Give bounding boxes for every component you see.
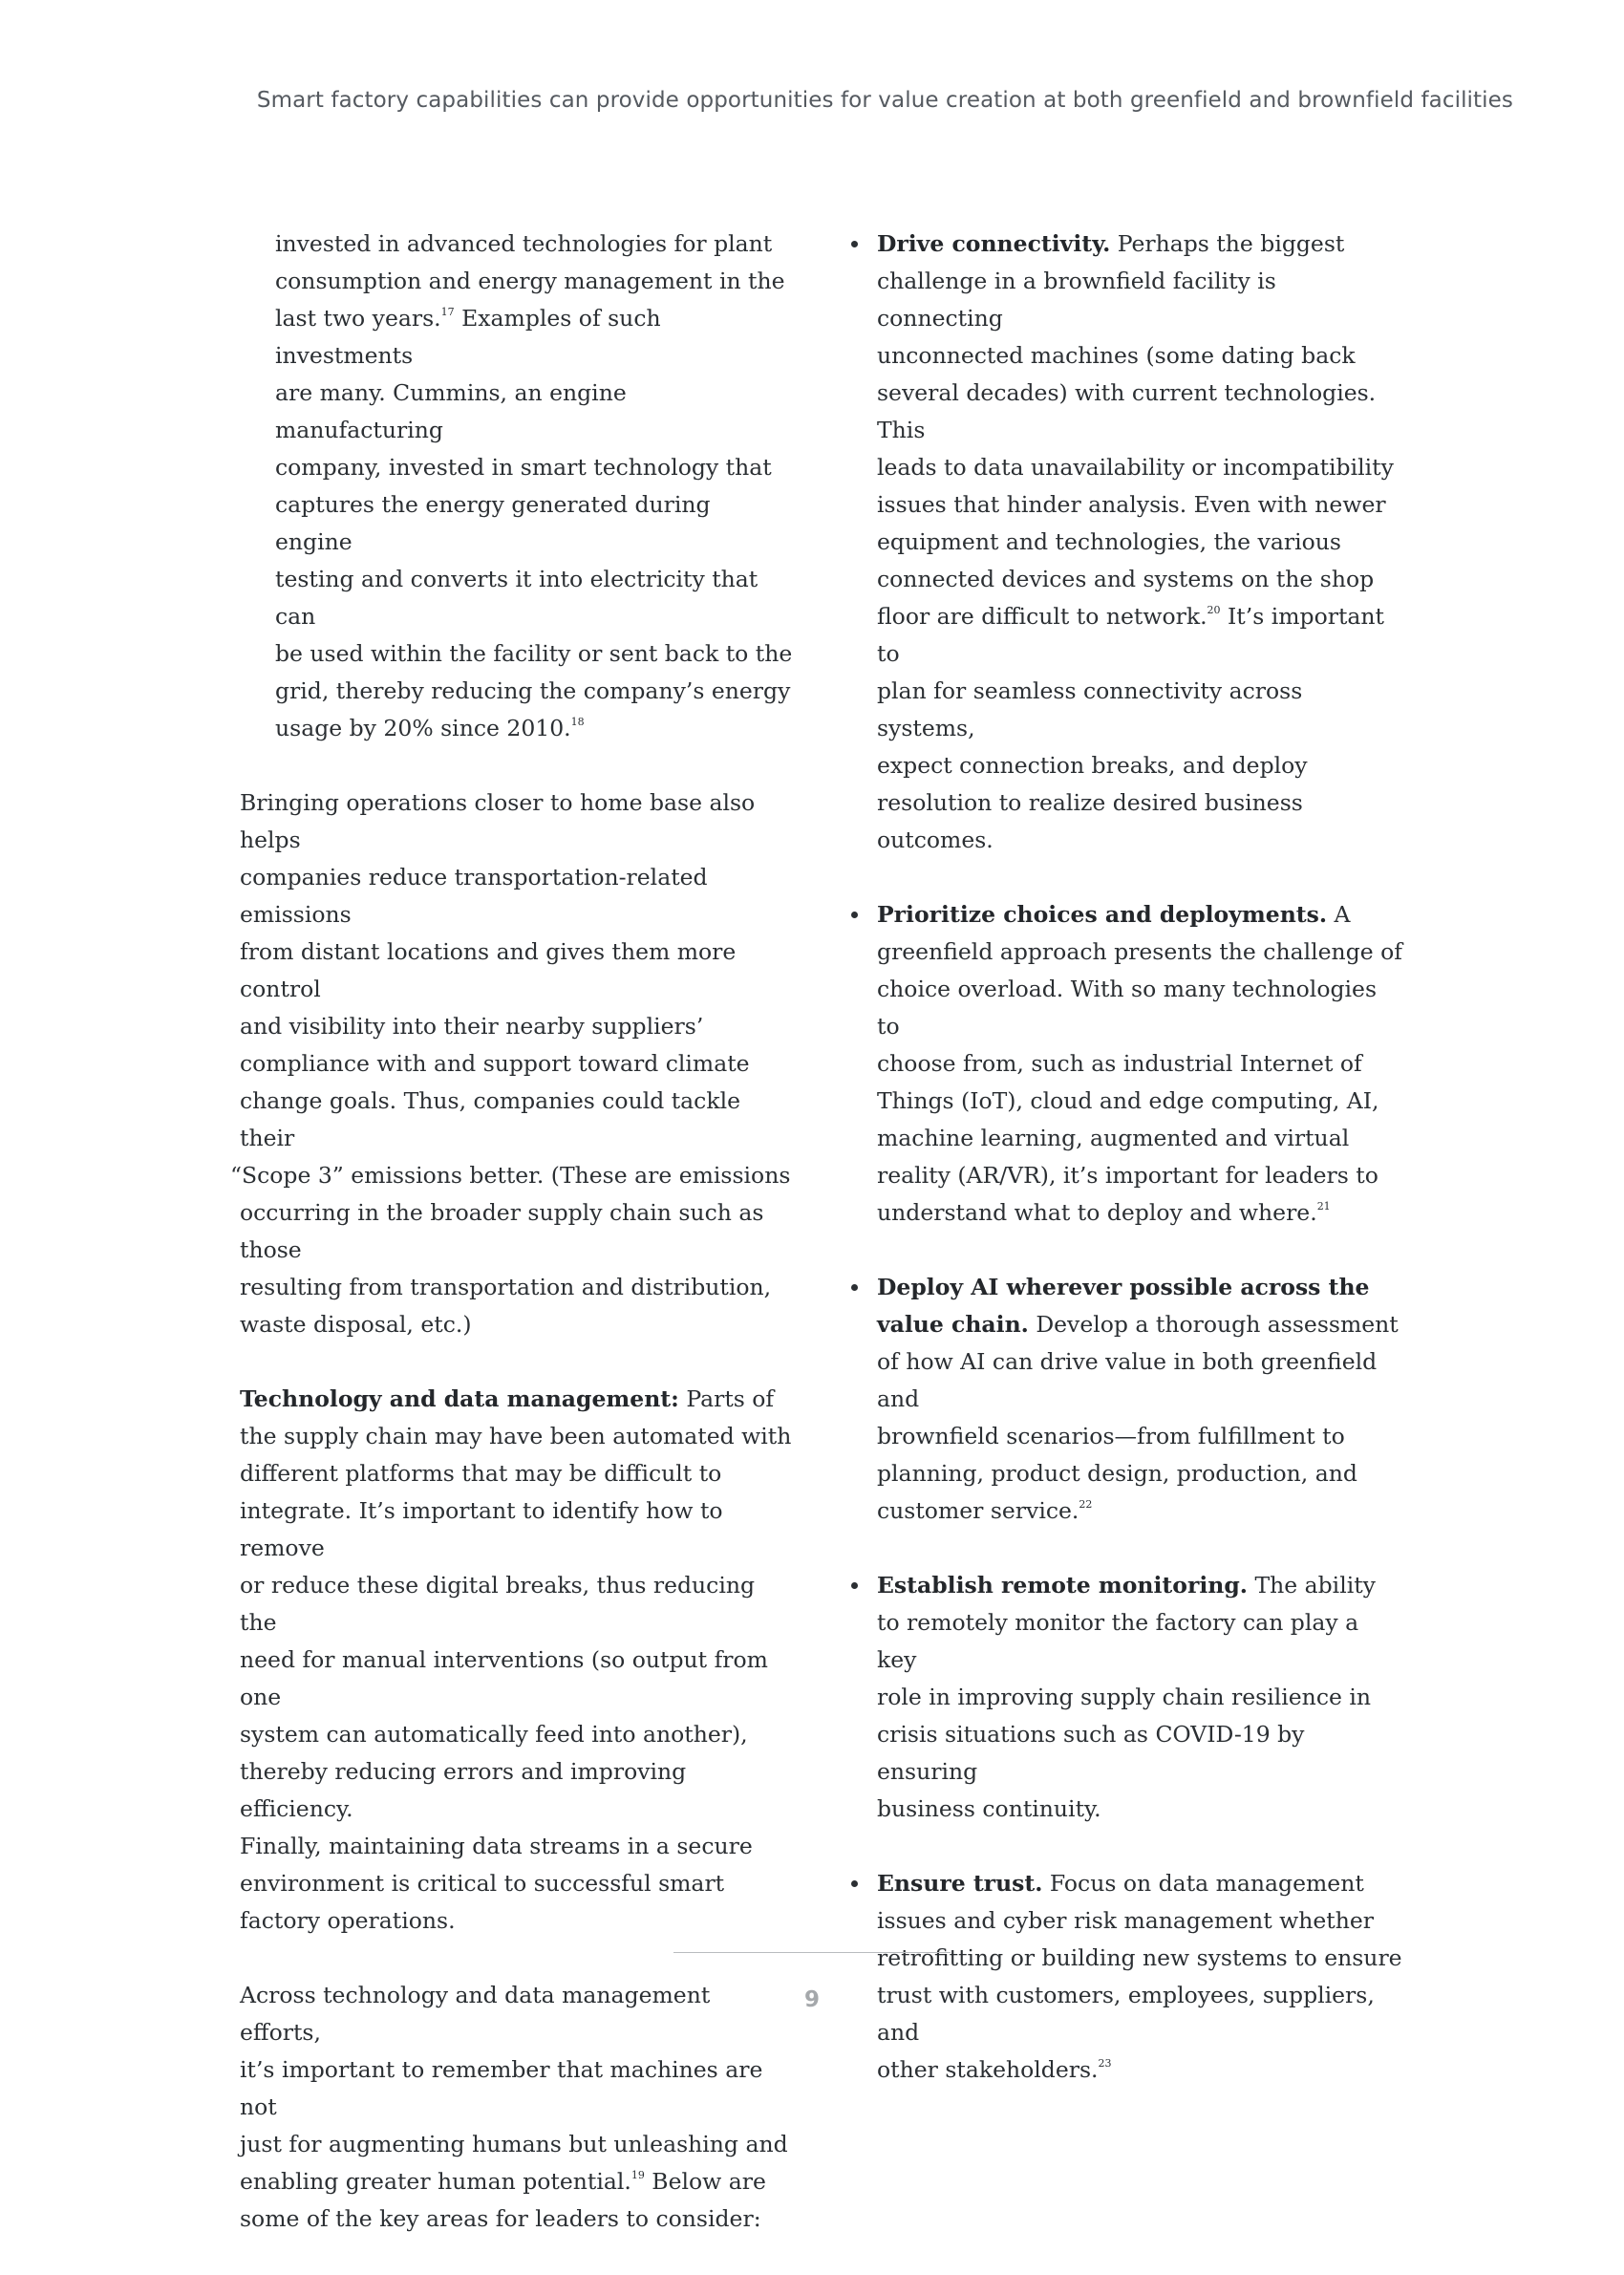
section-heading: Technology and data management: [240, 1385, 679, 1412]
footnote-ref-23[interactable]: 23 [1098, 2057, 1112, 2070]
footnote-ref-18[interactable]: 18 [570, 716, 585, 728]
footnote-ref-22[interactable]: 22 [1079, 1498, 1093, 1511]
footnote-ref-21[interactable]: 21 [1316, 1200, 1331, 1213]
list-item-drive-connectivity: Drive connectivity. Perhaps the biggest challenge in a brownfield facility is connecting unconnected machines (some dating back several decades) with current technologies. This leads to data unavailability or incompatibility issues that hinder analysis. Even with newer equipment and technologies, the various connected devices and systems on the shop floor are difficult to network.$^{20}$ It’s important to plan for seamless connectivity across systems, expect connection breaks, and deploy resolution to realize desired business outcomes. [850, 225, 1404, 859]
paragraph-home-base: Bringing operations closer to home base also helps companies reduce transportation-related emissions from distant locations and gives them more control and visibility into their nearby suppliers’ compliance with and support toward climate change goals. Thus, companies could tackle their “Scope 3” emissions better. (These are emissions occurring in the broader supply chain such as those resulting from transportation and distribution, waste disposal, etc.) [230, 789, 791, 1338]
left-column [230, 225, 794, 2275]
list-item-remote-monitoring: Establish remote monitoring. The ability to remotely monitor the factory can play a key role in improving supply chain resilience in crisis situations such as COVID-19 by ensuring business continuity. [850, 1567, 1404, 1828]
list-item-prioritize-choices: Prioritize choices and deployments. A greenfield approach presents the challenge of choice overload. With so many technologies to choose from, such as industrial Internet of Things (IoT), cloud and edge computing, AI, machine learning, augmented and virtual reality (AR/VR), it’s important for leaders to understand what to deploy and where.$^{21}$ [850, 896, 1404, 1232]
footnote-ref-17[interactable]: 17 [440, 306, 455, 318]
paragraph-energy-investments: invested in advanced technologies for plant consumption and energy management in the last two years.$^{17}$ Examples of such investments are many. Cummins, an engine manufacturing company, invested in smart technology that captures the energy generated during engine testing and converts it into electricity that can be used within the facility or sent back to the grid, thereby reducing the company’s energy usage by 20% since 2010.18 [275, 230, 793, 741]
list-item-ensure-trust: Ensure trust. Focus on data management issues and cyber risk management whether retrofitting or building new systems to ensure trust with customers, employees, suppliers, and other stakeholders.$^{23}$ [850, 1865, 1404, 2089]
bullet-icon [851, 1880, 858, 1887]
running-header: Smart factory capabilities can provide opportunities for value creation at both greenfield and brownfield facilities [256, 88, 1513, 113]
bullet-icon [851, 1582, 858, 1589]
bullet-icon [851, 241, 858, 247]
paragraph-technology-data-management: Technology and data management: Parts of the supply chain may have been automated with different platforms that may be difficult to integrate. It’s important to identify how to remove or reduce these digital breaks, thus reducing the need for manual interventions (so output from one system can automatically feed into another), thereby reducing errors and improving efficiency. Finally, maintaining data streams in a secure environment is critical to successful smart factory operations. [240, 1385, 792, 1934]
key-areas-list [850, 225, 1404, 2089]
footnote-ref-20[interactable]: 20 [1207, 604, 1221, 616]
bullet-icon [851, 1284, 858, 1291]
list-item-deploy-ai: Deploy AI wherever possible across the value chain. Develop a thorough assessment of how AI can drive value in both greenfield and brownfield scenarios—from fulfillment to planning, product design, production, and customer service.$^{22}$ [850, 1269, 1404, 1530]
footnote-ref-19[interactable]: 19 [630, 2169, 645, 2181]
footer-divider [673, 1952, 951, 1953]
page-number: 9 [803, 1987, 820, 2012]
paragraph-key-areas-intro: Across technology and data management efforts, it’s important to remember that machines are not just for augmenting humans but unleashing and enabling greater human potential.$^{19}$ Below are some of the key areas for leaders to consider: [240, 1982, 788, 2232]
right-column [850, 225, 1404, 2126]
bullet-icon [851, 912, 858, 918]
